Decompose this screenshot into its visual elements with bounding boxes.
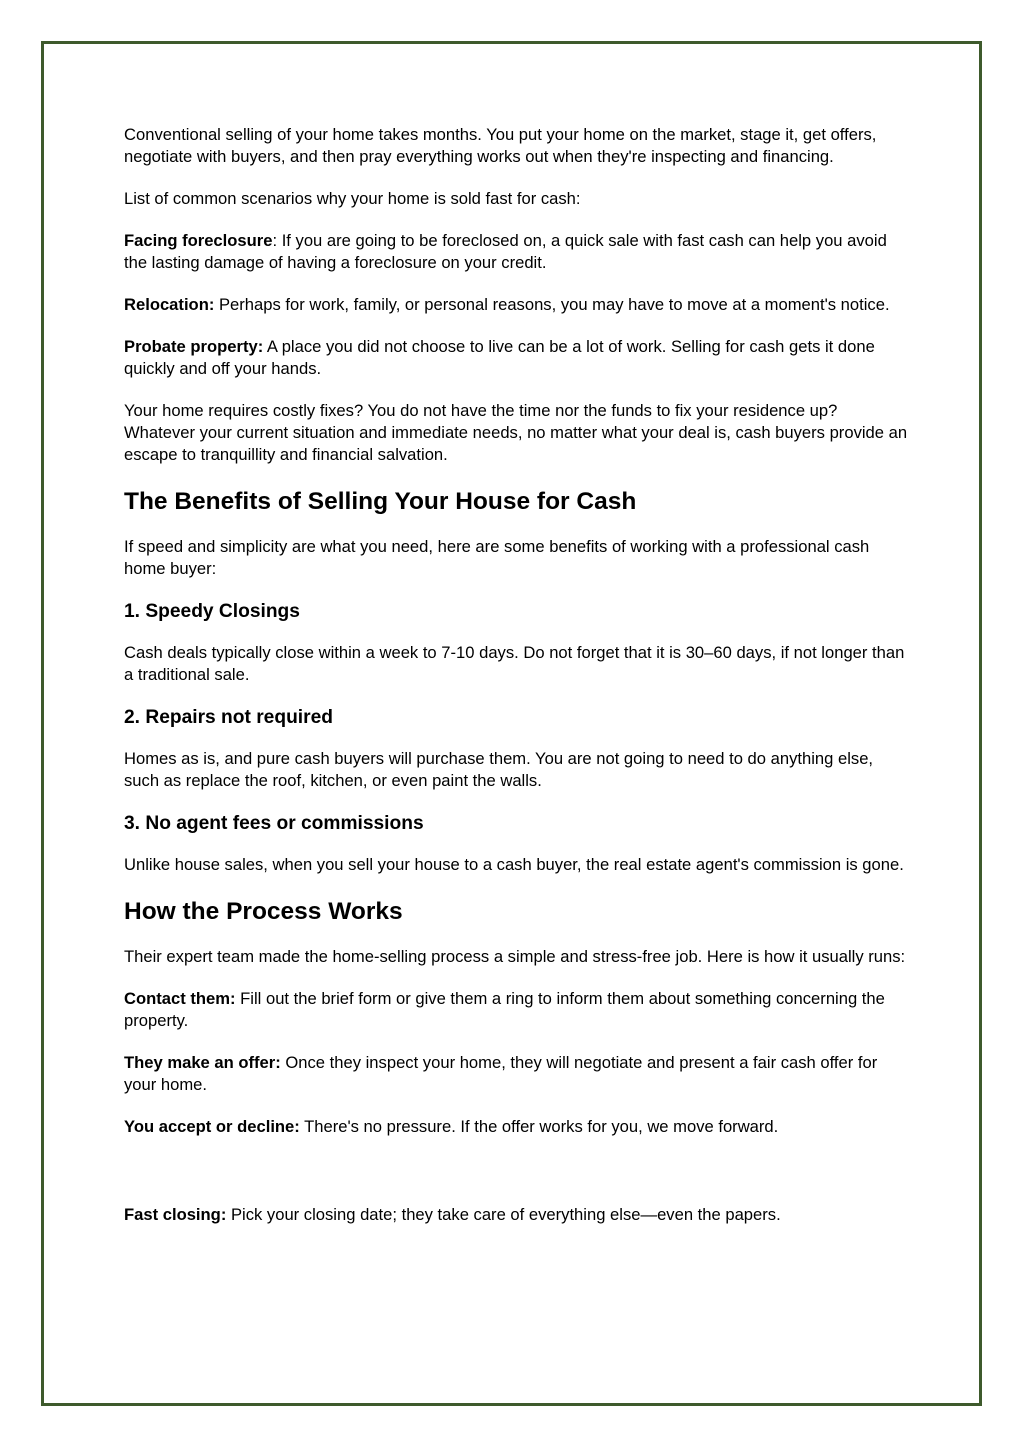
- scenario-text: A place you did not choose to live can be a lot of work. Selling for cash gets it done quickly and off your hands.: [124, 337, 875, 378]
- scenario-text: : If you are going to be foreclosed on, a quick sale with fast cash can help you avoid the lasting damage of having a foreclosure on your credit.: [124, 231, 887, 272]
- scenario-relocation: [124, 294, 909, 316]
- scenario-text: Perhaps for work, family, or personal reasons, you may have to move at a moment's notice.: [214, 295, 890, 314]
- scenario-label: Probate property:: [124, 337, 264, 356]
- benefit-text: Homes as is, and pure cash buyers will purchase them. You are not going to need to do anything else, such as replace the roof, kitchen, or even paint the walls.: [124, 749, 874, 790]
- scenario-probate: [124, 336, 909, 380]
- process-step-contact: [124, 988, 909, 1032]
- benefit-text: Unlike house sales, when you sell your house to a cash buyer, the real estate agent's commission is gone.: [124, 855, 904, 874]
- benefits-intro: If speed and simplicity are what you need, here are some benefits of working with a professional cash home buyer:: [124, 537, 870, 578]
- step-text: Fill out the brief form or give them a ring to inform them about something concerning the property.: [124, 989, 885, 1030]
- scenarios-intro: List of common scenarios why your home is sold fast for cash:: [124, 189, 581, 208]
- step-text: Pick your closing date; they take care of everything else—even the papers.: [226, 1205, 781, 1224]
- process-step-offer: [124, 1052, 909, 1096]
- step-label: Fast closing:: [124, 1205, 227, 1224]
- scenario-foreclosure: [124, 230, 909, 274]
- step-label: Contact them:: [124, 989, 236, 1008]
- scenario-label: Facing foreclosure: [124, 231, 273, 250]
- process-step-closing: [124, 1204, 909, 1226]
- process-intro: Their expert team made the home-selling process a simple and stress-free job. Here is how it usually runs:: [124, 947, 906, 966]
- step-label: They make an offer:: [124, 1053, 281, 1072]
- step-text: Once they inspect your home, they will negotiate and present a fair cash offer for your home.: [124, 1053, 878, 1094]
- process-heading: How the Process Works: [124, 898, 403, 925]
- document-body: [124, 124, 909, 1226]
- benefit-heading-speedy-closings: 1. Speedy Closings: [124, 601, 300, 622]
- step-text: There's no pressure. If the offer works for you, we move forward.: [299, 1117, 779, 1136]
- benefit-heading-no-fees: 3. No agent fees or commissions: [124, 813, 424, 834]
- benefits-heading: The Benefits of Selling Your House for Cash: [124, 488, 637, 515]
- step-label: You accept or decline:: [124, 1117, 300, 1136]
- process-step-accept: [124, 1116, 909, 1138]
- scenario-label: Relocation:: [124, 295, 215, 314]
- benefit-heading-repairs: 2. Repairs not required: [124, 707, 333, 728]
- costly-fixes-paragraph: Your home requires costly fixes? You do not have the time nor the funds to fix your residence up? Whatever your current situation and immediate needs, no matter what your deal is, cash buyers provide an escape to tranquillity and financial salvation.: [124, 401, 908, 464]
- intro-paragraph: Conventional selling of your home takes months. You put your home on the market, stage it, get offers, negotiate with buyers, and then pray everything works out when they're inspecting and financing.: [124, 125, 877, 166]
- benefit-text: Cash deals typically close within a week to 7-10 days. Do not forget that it is 30–60 days, if not longer than a traditional sale.: [124, 643, 905, 684]
